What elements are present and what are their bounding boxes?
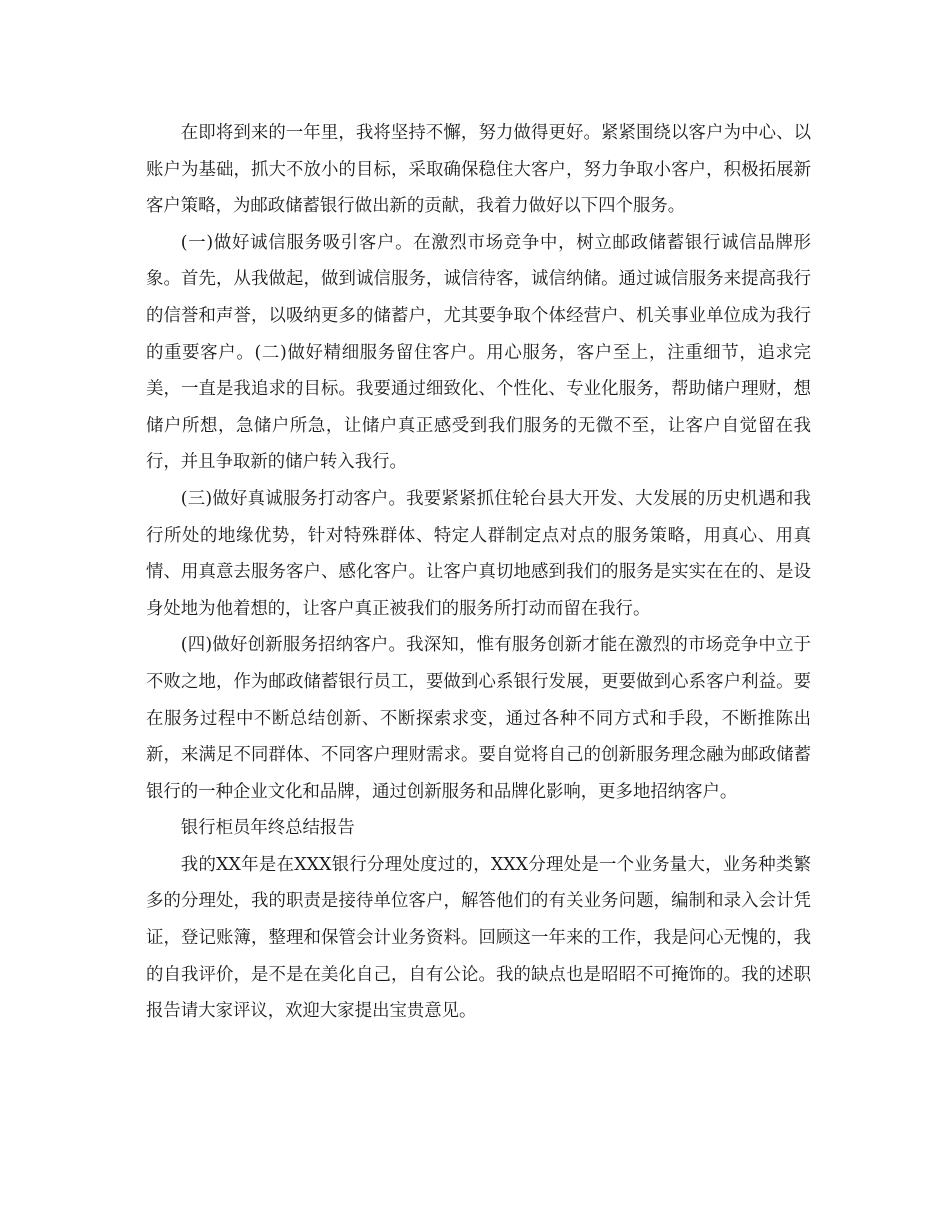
paragraph-intro: 在即将到来的一年里，我将坚持不懈，努力做得更好。紧紧围绕以客户为中心、以账户为基础，抓大不放小的目标，采取确保稳住大客户，努力争取小客户，积极拓展新客户策略，为邮政储蓄银行做出新的贡献，我着力做好以下四个服务。 (146, 123, 811, 217)
paragraph-teller-report: 我的XX年是在XXX银行分理处度过的，XXX分理处是一个业务量大，业务种类繁多的分理处，我的职责是接待单位客户，解答他们的有关业务问题，编制和录入会计凭证，登记账簿，整理和保管会计业务资料。回顾这一年来的工作，我是问心无愧的，我的自我评价，是不是在美化自己，自有公论。我的缺点也是昭昭不可掩饰的。我的述职报告请大家评议，欢迎大家提出宝贵意见。 (146, 854, 811, 1022)
section-heading: 银行柜员年终总结报告 (180, 818, 355, 839)
paragraph-service-4: (四)做好创新服务招纳客户。我深知，惟有服务创新才能在激烈的市场竞争中立于不败之地，作为邮政储蓄银行员工，要做到心系银行发展，更要做到心系客户利益。要在服务过程中不断总结创新、不断探索求变，通过各种不同方式和手段，不断推陈出新，来满足不同群体、不同客户理财需求。要自觉将自己的创新服务理念融为邮政储蓄银行的一种企业文化和品牌，通过创新服务和品牌化影响，更多地招纳客户。 (146, 635, 811, 802)
document-body (146, 115, 811, 1030)
paragraph-service-1-2: (一)做好诚信服务吸引客户。在激烈市场竞争中，树立邮政储蓄银行诚信品牌形象。首先，从我做起，做到诚信服务，诚信待客，诚信纳储。通过诚信服务来提高我行的信誉和声誉，以吸纳更多的储蓄户，尤其要争取个体经营户、机关事业单位成为我行的重要客户。(二)做好精细服务留住客户。用心服务，客户至上，注重细节，追求完美，一直是我追求的目标。我要通过细致化、个性化、专业化服务，帮助储户理财，想储户所想，急储户所急，让储户真正感受到我们服务的无微不至，让客户自觉留在我行，并且争取新的储户转入我行。 (146, 232, 811, 473)
paragraph-service-3: (三)做好真诚服务打动客户。我要紧紧抓住轮台县大开发、大发展的历史机遇和我行所处的地缘优势，针对特殊群体、特定人群制定点对点的服务策略，用真心、用真情、用真意去服务客户、感化客户。让客户真切地感到我们的服务是实实在在的、是设身处地为他着想的，让客户真正被我们的服务所打动而留在我行。 (146, 488, 811, 619)
